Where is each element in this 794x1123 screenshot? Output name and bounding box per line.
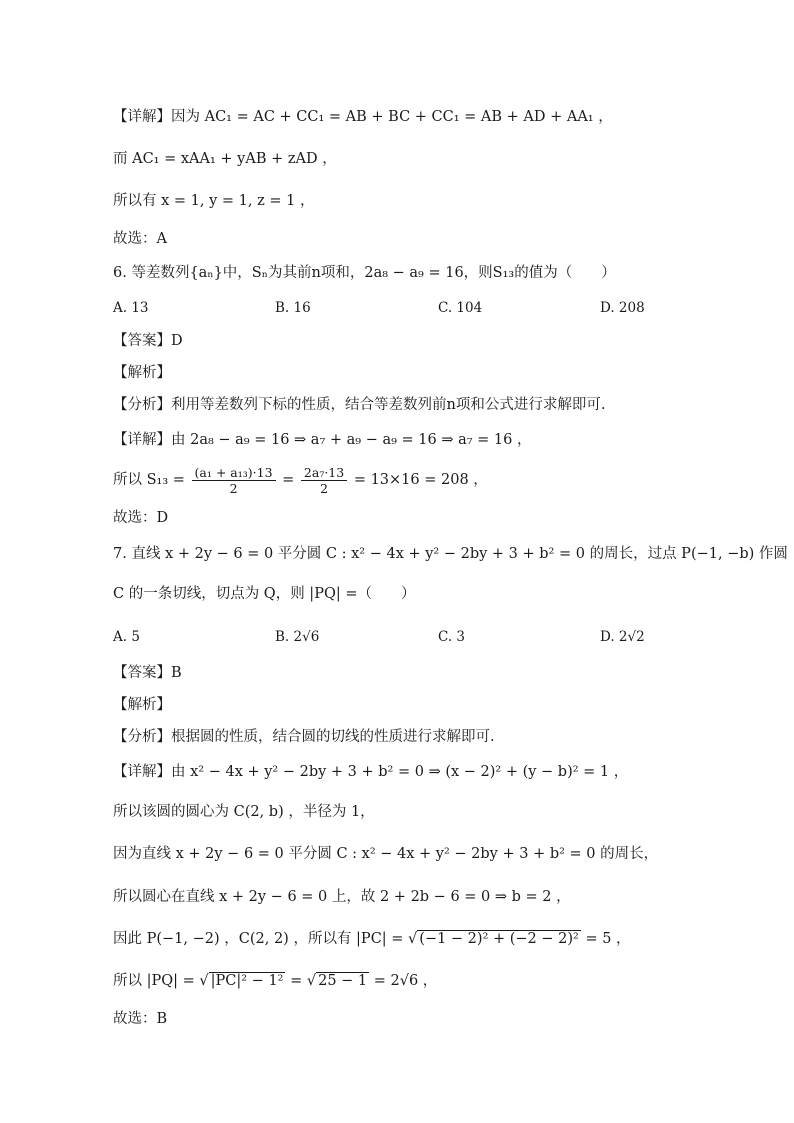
line-answer-choice-5: 故选：A xyxy=(113,231,167,247)
question-7-stem-line1: 7. 直线 x + 2y − 6 = 0 平分圆 C : x² − 4x + y² − 2by + 3 + b² = 0 的周长，过点 P(−1, −b) 作圆 xyxy=(113,546,788,562)
question-7-stem-line2: C 的一条切线，切点为 Q，则 |PQ| =（ ） xyxy=(113,586,416,602)
q6-option-a: A. 13 xyxy=(113,300,149,316)
fraction-1 xyxy=(192,465,276,496)
sum-result: = 13×16 = 208 ， xyxy=(349,472,488,488)
pq-radicand-1: |PC|² − 1² xyxy=(210,973,284,989)
q7-center-radius: 所以该圆的圆心为 C(2, b) ，半径为 1， xyxy=(113,804,375,820)
q7-option-a: A. 5 xyxy=(113,629,140,645)
q6-detail: 【详解】由 2a₈ − a₉ = 16 ⇒ a₇ + a₉ − a₉ = 16 ⇒ a₇ = 16 ， xyxy=(113,432,532,448)
equals-sign: = xyxy=(277,472,299,488)
q6-option-d: D. 208 xyxy=(600,300,645,316)
fraction-2-numerator: 2a₇·13 xyxy=(301,465,347,481)
q7-answer: 【答案】B xyxy=(113,665,182,681)
q6-option-c: C. 104 xyxy=(438,300,483,316)
pc-prefix: 因此 P(−1, −2) ，C(2, 2) ，所以有 |PC| = √ xyxy=(113,931,418,947)
q7-final-choice: 故选：B xyxy=(113,1011,168,1027)
q7-pc-length xyxy=(113,928,631,950)
q7-option-c: C. 3 xyxy=(438,629,466,645)
question-6-stem: 6. 等差数列{aₙ}中，Sₙ为其前n项和，2a₈ − a₉ = 16，则S₁₃的值为（ ） xyxy=(113,265,616,281)
q7-detail: 【详解】由 x² − 4x + y² − 2by + 3 + b² = 0 ⇒ (x − 2)² + (y − b)² = 1 ， xyxy=(113,764,629,780)
pq-radicand-2: 25 − 1 xyxy=(318,973,368,989)
q7-option-b: B. 2√6 xyxy=(275,629,320,645)
pc-radicand: (−1 − 2)² + (−2 − 2)² xyxy=(419,931,579,947)
line-vector-decomposition: 而 AC₁ = xAA₁ + yAB + zAD ， xyxy=(113,151,337,167)
q7-analysis-heading: 【解析】 xyxy=(113,697,171,713)
pq-result: = 2√6 ， xyxy=(369,973,438,989)
q7-pq-length xyxy=(113,970,437,992)
line-xyz-result: 所以有 x = 1, y = 1, z = 1 ， xyxy=(113,193,315,209)
q6-analysis: 【分析】利用等差数列下标的性质，结合等差数列前n项和公式进行求解即可. xyxy=(113,397,606,413)
pq-middle: = √ xyxy=(285,973,317,989)
q6-final-choice: 故选：D xyxy=(113,510,169,526)
q6-option-b: B. 16 xyxy=(275,300,311,316)
q6-sum-formula xyxy=(113,461,488,499)
sum-prefix: 所以 S₁₃ = xyxy=(113,472,190,488)
q7-center-on-line: 所以圆心在直线 x + 2y − 6 = 0 上，故 2 + 2b − 6 = 0 ⇒ b = 2 ， xyxy=(113,889,571,905)
q6-answer: 【答案】D xyxy=(113,333,183,349)
line-detail-vector: 【详解】因为 AC₁ = AC + CC₁ = AB + BC + CC₁ = AB + AD + AA₁ ， xyxy=(113,109,613,125)
fraction-1-denominator: 2 xyxy=(229,480,238,496)
q7-analysis: 【分析】根据圆的性质，结合圆的切线的性质进行求解即可. xyxy=(113,729,495,745)
q6-analysis-heading: 【解析】 xyxy=(113,365,171,381)
q7-option-d: D. 2√2 xyxy=(600,629,645,645)
pq-prefix: 所以 |PQ| = √ xyxy=(113,973,209,989)
fraction-2 xyxy=(301,465,347,496)
pc-result: = 5 ， xyxy=(580,931,631,947)
fraction-1-numerator: (a₁ + a₁₃)·13 xyxy=(192,465,276,481)
fraction-2-denominator: 2 xyxy=(320,480,329,496)
q7-bisect: 因为直线 x + 2y − 6 = 0 平分圆 C : x² − 4x + y² − 2by + 3 + b² = 0 的周长， xyxy=(113,846,659,862)
